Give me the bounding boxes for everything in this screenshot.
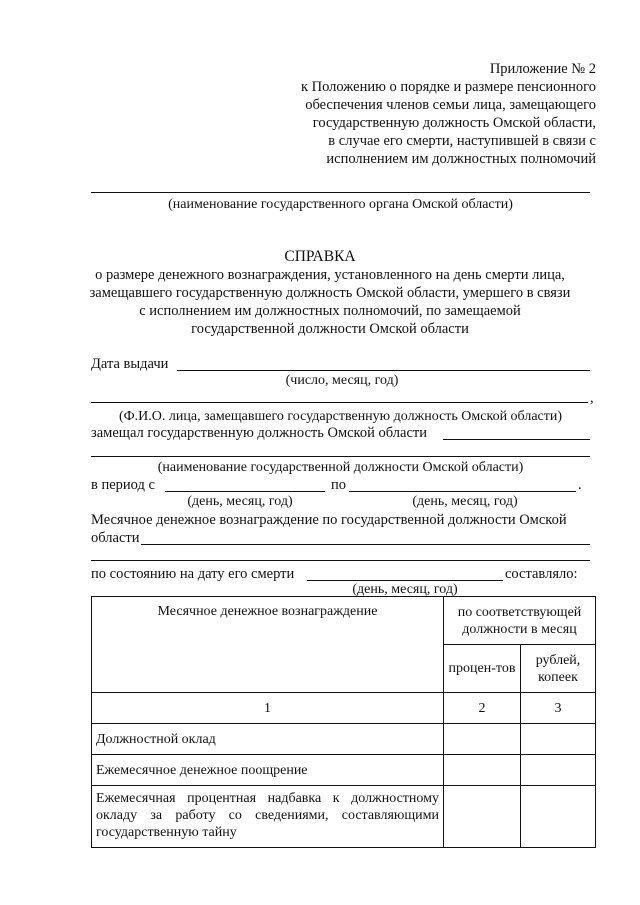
period-to-label: по [331, 477, 347, 493]
remuneration-table [91, 596, 596, 848]
title-line: о размере денежного вознаграждения, установленного на день смерти лица, [95, 267, 565, 283]
row-label-incentive: Ежемесячное денежное поощрение [92, 755, 444, 786]
death-date-caption: (день, месяц, год) [352, 582, 458, 597]
period-from-label: в период с [91, 477, 155, 493]
cell-percent[interactable] [444, 724, 521, 755]
table-header-rubles: рублей, копеек [521, 645, 596, 693]
amounted-label: составляло: [505, 566, 578, 582]
period-end-dot: . [578, 477, 582, 493]
appendix-header [301, 60, 596, 168]
held-position-field[interactable] [443, 439, 590, 440]
col-number-2: 2 [444, 693, 521, 724]
row-label-secrecy-bonus: Ежемесячная процентная надбавка к должностному окладу за работу со сведениями, составляющими государственную тайну [92, 786, 444, 848]
document-title: СПРАВКА [284, 248, 356, 265]
fio-field[interactable] [91, 402, 588, 403]
monthly-label-cont: области [91, 530, 140, 546]
cell-rubles[interactable] [521, 786, 596, 848]
table-row [92, 755, 596, 786]
cell-percent[interactable] [444, 786, 521, 848]
cell-rubles[interactable] [521, 755, 596, 786]
appendix-line: исполнением им должностных полномочий [326, 151, 596, 167]
table-header-group: по соответствующей должности в месяц [444, 597, 596, 645]
cell-rubles[interactable] [521, 724, 596, 755]
cell-percent[interactable] [444, 755, 521, 786]
held-position-label: замещал государственную должность Омской области [91, 425, 427, 441]
as-of-label: по состоянию на дату его смерти [91, 566, 295, 582]
issue-date-field[interactable] [177, 370, 590, 371]
period-to-caption: (день, месяц, год) [412, 494, 518, 509]
appendix-line: обеспечения членов семьи лица, замещающего [305, 97, 596, 113]
period-from-caption: (день, месяц, год) [187, 494, 293, 509]
title-line: государственной должности Омской области [191, 321, 469, 337]
table-row [92, 786, 596, 848]
col-number-1: 1 [92, 693, 444, 724]
row-label-salary: Должностной оклад [92, 724, 444, 755]
monthly-label: Месячное денежное вознаграждение по государственной должности Омской [91, 512, 567, 528]
appendix-line: государственную должность Омской области, [312, 115, 596, 131]
appendix-line: в случае его смерти, наступившей в связи с [328, 133, 596, 149]
position-name-field[interactable] [91, 456, 590, 457]
col-number-3: 3 [521, 693, 596, 724]
organ-name-field[interactable] [91, 192, 590, 193]
monthly-field[interactable] [141, 544, 590, 545]
fio-comma: , [590, 390, 594, 406]
table-header-percent: процен-тов [444, 645, 521, 693]
position-caption: (наименование государственной должности Омской области) [157, 460, 524, 475]
organ-name-caption: (наименование государственного органа Омской области) [168, 197, 513, 212]
title-line: с исполнением им должностных полномочий, по замещаемой [139, 303, 521, 319]
title-line: замещавшего государственную должность Омской области, умершего в связи [89, 285, 571, 301]
appendix-line: к Положению о порядке и размере пенсионного [300, 79, 596, 95]
period-to-field[interactable] [349, 491, 576, 492]
table-row [92, 724, 596, 755]
table-header-col1: Месячное денежное вознаграждение [92, 597, 444, 693]
appendix-number: Приложение № 2 [489, 61, 596, 77]
fio-caption: (Ф.И.О. лица, замещавшего государственную должность Омской области) [118, 409, 563, 424]
issue-date-label: Дата выдачи [91, 356, 169, 372]
period-from-field[interactable] [165, 491, 325, 492]
issue-date-caption: (число, месяц, год) [285, 373, 399, 388]
monthly-field-cont[interactable] [91, 560, 590, 561]
